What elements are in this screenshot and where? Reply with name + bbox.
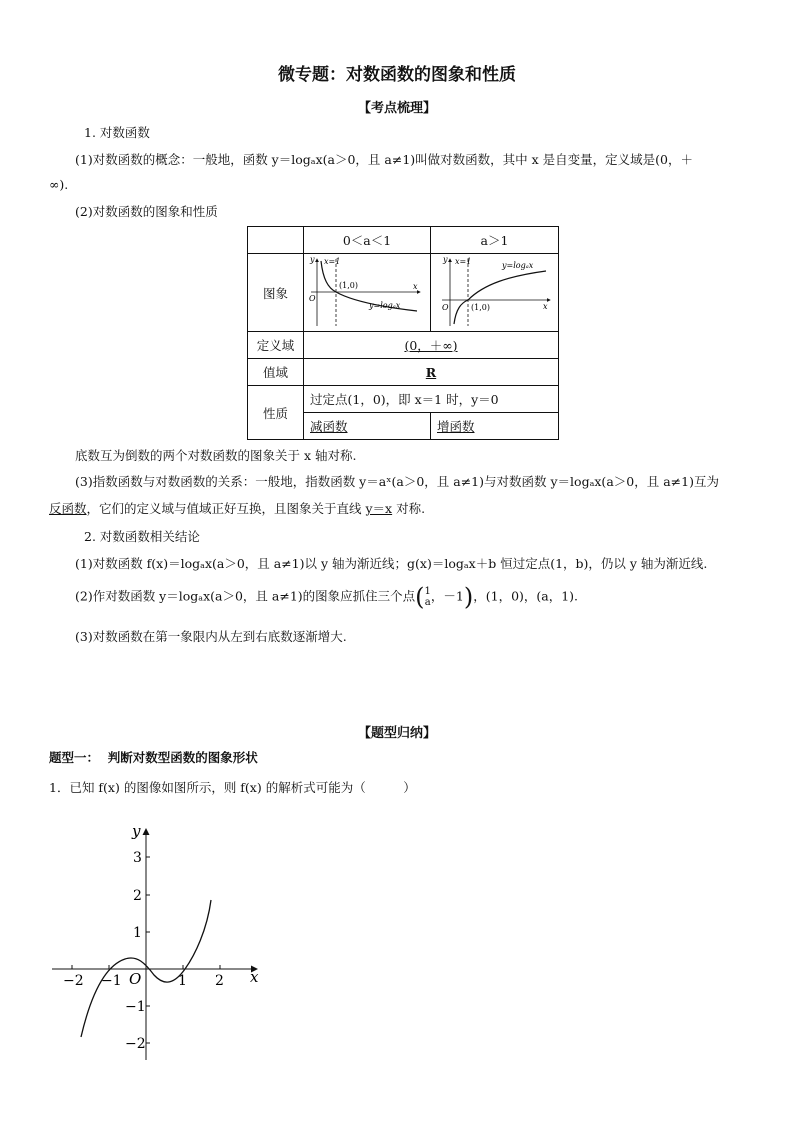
y-tick-label-neg2: −2 bbox=[125, 1036, 146, 1052]
item1-heading: 1. 对数函数 bbox=[84, 125, 150, 140]
origin-label: O bbox=[129, 970, 142, 988]
section-heading-key-points: 【考点梳理】 bbox=[357, 101, 436, 116]
item2-point1: (1)对数函数 f(x)＝logₐx(a＞0，且 a≠1)以 y 轴为渐近线；g(x)＝logₐx＋b 恒过定点(1，b)，仍以 y 轴为渐近线. bbox=[75, 556, 708, 571]
origin-label: O bbox=[309, 294, 316, 303]
fixed-point-text: 过定点(1，0)，即 x＝1 时，y＝0 bbox=[304, 386, 559, 413]
range-value: R bbox=[304, 359, 559, 386]
y-tick-label-3: 3 bbox=[133, 850, 142, 866]
label-point-1-0: (1,0) bbox=[339, 281, 358, 290]
item2-heading: 2. 对数函数相关结论 bbox=[84, 529, 200, 544]
x-tick-label-1: 1 bbox=[178, 973, 187, 989]
properties-table bbox=[247, 226, 559, 440]
page-title: 微专题：对数函数的图象和性质 bbox=[278, 65, 516, 85]
row-label-graph: 图象 bbox=[248, 254, 304, 332]
x-tick-label-neg2: −2 bbox=[63, 973, 84, 989]
graph-increasing bbox=[434, 254, 555, 328]
header-base-lt-1: 0＜a＜1 bbox=[304, 227, 431, 254]
question-1: 1．已知 f(x) 的图像如图所示，则 f(x) 的解析式可能为（ ） bbox=[49, 780, 416, 795]
origin-label: O bbox=[442, 303, 449, 312]
graph-decreasing-cell bbox=[304, 254, 431, 332]
item1-graph-heading: (2)对数函数的图象和性质 bbox=[75, 204, 218, 219]
item1-concept-line2: ∞). bbox=[49, 177, 69, 192]
question-1-figure bbox=[45, 815, 270, 1065]
label-x-eq-1: x=1 bbox=[455, 257, 472, 266]
domain-value: (0，＋∞) bbox=[304, 332, 559, 359]
item1-concept-line1: (1)对数函数的概念：一般地，函数 y＝logₐx(a＞0，且 a≠1)叫做对数函数，其中 x 是自变量，定义域是(0，＋ bbox=[75, 152, 693, 167]
header-base-gt-1: a＞1 bbox=[431, 227, 559, 254]
row-label-range: 值域 bbox=[248, 359, 304, 386]
decreasing-label: 减函数 bbox=[304, 413, 431, 440]
y-tick-label-2: 2 bbox=[133, 888, 142, 904]
item2-point2: (2)作对数函数 y＝logₐx(a＞0，且 a≠1)的图象应抓住三个点( 1 a ，－1)，(1，0)，(a，1). bbox=[75, 583, 579, 611]
x-tick-label-neg1: −1 bbox=[101, 973, 122, 989]
label-point-1-0: (1,0) bbox=[471, 303, 490, 312]
y-tick-label-1: 1 bbox=[133, 925, 142, 941]
row-label-domain: 定义域 bbox=[248, 332, 304, 359]
y-axis-label: y bbox=[132, 822, 141, 840]
y-axis-label: y bbox=[443, 255, 448, 264]
x-axis-label: x bbox=[250, 968, 259, 986]
graph-decreasing bbox=[307, 254, 427, 328]
curve-label: y=logₐx bbox=[502, 261, 534, 270]
fraction-1-over-a: 1 a bbox=[424, 586, 431, 608]
x-axis-label: x bbox=[543, 302, 548, 311]
curve-label: y=logₐx bbox=[369, 301, 401, 310]
x-tick-label-2: 2 bbox=[215, 973, 224, 989]
y-axis-label: y bbox=[310, 255, 315, 264]
inverse-line1: (3)指数函数与对数函数的关系：一般地，指数函数 y＝aˣ(a＞0，且 a≠1)与对数函数 y＝logₐx(a＞0，且 a≠1)互为 bbox=[75, 474, 719, 489]
label-x-eq-1: x=1 bbox=[324, 257, 341, 266]
graph-increasing-cell bbox=[431, 254, 559, 332]
symmetry-note: 底数互为倒数的两个对数函数的图象关于 x 轴对称. bbox=[75, 448, 357, 463]
inverse-line2: 反函数，它们的定义域与值域正好互换，且图象关于直线 y＝x 对称. bbox=[49, 501, 426, 516]
row-label-properties: 性质 bbox=[248, 386, 304, 440]
x-axis-label: x bbox=[413, 282, 418, 291]
question-type-heading: 题型一： 判断对数型函数的图象形状 bbox=[49, 750, 258, 765]
table-corner bbox=[248, 227, 304, 254]
section-heading-question-types: 【题型归纳】 bbox=[357, 726, 436, 741]
increasing-label: 增函数 bbox=[431, 413, 559, 440]
y-tick-label-neg1: −1 bbox=[125, 999, 146, 1015]
item2-point3: (3)对数函数在第一象限内从左到右底数逐渐增大. bbox=[75, 629, 347, 644]
